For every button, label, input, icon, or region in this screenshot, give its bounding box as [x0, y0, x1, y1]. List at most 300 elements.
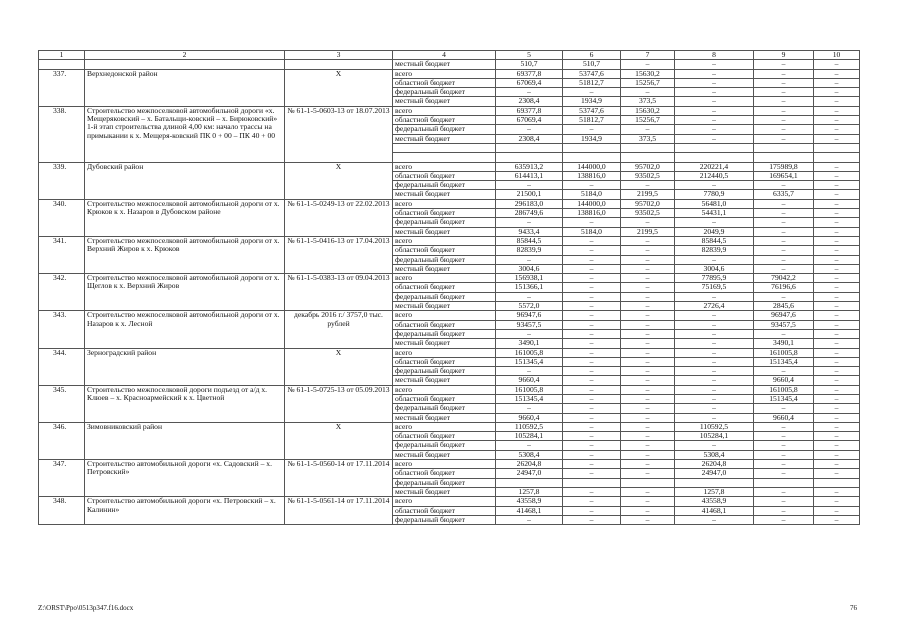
amount-cell: –: [496, 181, 563, 190]
item-document: декабрь 2016 г./ 3757,0 тыс. рублей: [285, 311, 393, 348]
amount-cell: 1934,9: [563, 97, 621, 106]
amount-cell: –: [814, 190, 860, 199]
item-number: 346.: [39, 422, 85, 459]
amount-cell: –: [754, 246, 814, 255]
amount-cell: –: [814, 106, 860, 115]
amount-cell: –: [814, 264, 860, 273]
amount-cell: [621, 478, 675, 487]
amount-cell: –: [621, 441, 675, 450]
item-document: Х: [285, 162, 393, 199]
amount-cell: 15630,2: [621, 69, 675, 78]
amount-cell: –: [754, 264, 814, 273]
amount-cell: 220221,4: [675, 162, 754, 171]
amount-cell: –: [563, 460, 621, 469]
amount-cell: 161005,8: [754, 385, 814, 394]
amount-cell: [675, 143, 754, 152]
column-number-row: [39, 51, 860, 60]
funding-source: федеральный бюджет: [393, 515, 496, 524]
table-row: [39, 497, 860, 506]
amount-cell: –: [814, 60, 860, 69]
column-header: 9: [754, 51, 814, 60]
amount-cell: –: [621, 181, 675, 190]
amount-cell: –: [621, 88, 675, 97]
amount-cell: 510,7: [496, 60, 563, 69]
amount-cell: –: [675, 404, 754, 413]
table-row: [39, 60, 860, 69]
amount-cell: 53747,6: [563, 106, 621, 115]
amount-cell: –: [754, 432, 814, 441]
funding-source: [393, 143, 496, 152]
amount-cell: –: [621, 487, 675, 496]
funding-source: областной бюджет: [393, 394, 496, 403]
amount-cell: 41468,1: [675, 506, 754, 515]
amount-cell: 138816,0: [563, 209, 621, 218]
column-header: 3: [285, 51, 393, 60]
amount-cell: 79042,2: [754, 274, 814, 283]
amount-cell: 9660,4: [754, 376, 814, 385]
amount-cell: –: [621, 246, 675, 255]
amount-cell: –: [754, 69, 814, 78]
amount-cell: –: [621, 311, 675, 320]
amount-cell: –: [621, 348, 675, 357]
funding-source: всего: [393, 236, 496, 245]
amount-cell: 7780,9: [675, 190, 754, 199]
amount-cell: –: [814, 348, 860, 357]
item-number: 348.: [39, 497, 85, 525]
amount-cell: –: [621, 60, 675, 69]
column-header: 6: [563, 51, 621, 60]
amount-cell: –: [754, 515, 814, 524]
amount-cell: 15256,7: [621, 78, 675, 87]
amount-cell: [621, 143, 675, 152]
amount-cell: –: [754, 97, 814, 106]
amount-cell: –: [754, 506, 814, 515]
amount-cell: –: [675, 348, 754, 357]
budget-table: [38, 50, 860, 525]
amount-cell: [563, 143, 621, 152]
amount-cell: [675, 478, 754, 487]
amount-cell: 15256,7: [621, 116, 675, 125]
amount-cell: –: [675, 515, 754, 524]
amount-cell: 41468,1: [496, 506, 563, 515]
amount-cell: –: [675, 88, 754, 97]
amount-cell: –: [563, 311, 621, 320]
amount-cell: 56481,0: [675, 199, 754, 208]
amount-cell: 51812,7: [563, 116, 621, 125]
amount-cell: –: [754, 404, 814, 413]
amount-cell: –: [675, 78, 754, 87]
funding-source: местный бюджет: [393, 134, 496, 143]
amount-cell: –: [754, 116, 814, 125]
amount-cell: 161005,8: [496, 348, 563, 357]
funding-source: областной бюджет: [393, 171, 496, 180]
amount-cell: –: [675, 320, 754, 329]
amount-cell: –: [563, 385, 621, 394]
amount-cell: –: [621, 394, 675, 403]
amount-cell: –: [563, 264, 621, 273]
amount-cell: –: [754, 88, 814, 97]
amount-cell: –: [563, 181, 621, 190]
amount-cell: –: [621, 339, 675, 348]
amount-cell: –: [675, 413, 754, 422]
item-number: 340.: [39, 199, 85, 236]
item-name: Строительство межпоселковой автомобильной дороги от х. Назаров к х. Лесной: [85, 311, 285, 348]
funding-source: всего: [393, 422, 496, 431]
table-row: [39, 69, 860, 78]
funding-source: федеральный бюджет: [393, 478, 496, 487]
funding-source: местный бюджет: [393, 413, 496, 422]
amount-cell: –: [563, 236, 621, 245]
funding-source: областной бюджет: [393, 246, 496, 255]
funding-source: местный бюджет: [393, 190, 496, 199]
amount-cell: 24947,0: [675, 469, 754, 478]
amount-cell: 67069,4: [496, 116, 563, 125]
amount-cell: 510,7: [563, 60, 621, 69]
amount-cell: –: [814, 413, 860, 422]
amount-cell: –: [754, 125, 814, 134]
amount-cell: –: [563, 515, 621, 524]
amount-cell: 85844,5: [675, 236, 754, 245]
amount-cell: 144000,0: [563, 199, 621, 208]
funding-source: федеральный бюджет: [393, 441, 496, 450]
amount-cell: –: [621, 376, 675, 385]
item-name: Строительство автомобильной дороги «х. Петровский – х. Калинин»: [85, 497, 285, 525]
amount-cell: –: [621, 274, 675, 283]
amount-cell: –: [814, 292, 860, 301]
amount-cell: –: [814, 376, 860, 385]
amount-cell: –: [814, 199, 860, 208]
amount-cell: 43558,9: [496, 497, 563, 506]
funding-source: всего: [393, 311, 496, 320]
amount-cell: –: [621, 385, 675, 394]
amount-cell: –: [675, 134, 754, 143]
column-header: 7: [621, 51, 675, 60]
amount-cell: 96947,6: [754, 311, 814, 320]
amount-cell: –: [814, 162, 860, 171]
amount-cell: –: [621, 469, 675, 478]
column-header: 10: [814, 51, 860, 60]
amount-cell: 82839,9: [496, 246, 563, 255]
amount-cell: 93502,5: [621, 171, 675, 180]
amount-cell: 2845,6: [754, 302, 814, 311]
item-document: Х: [285, 69, 393, 106]
funding-source: федеральный бюджет: [393, 404, 496, 413]
amount-cell: 9433,4: [496, 227, 563, 236]
amount-cell: –: [754, 367, 814, 376]
amount-cell: –: [814, 441, 860, 450]
funding-source: федеральный бюджет: [393, 88, 496, 97]
amount-cell: –: [754, 329, 814, 338]
amount-cell: –: [814, 88, 860, 97]
amount-cell: –: [563, 497, 621, 506]
amount-cell: 9660,4: [496, 376, 563, 385]
amount-cell: –: [621, 283, 675, 292]
amount-cell: 93457,5: [754, 320, 814, 329]
amount-cell: [814, 143, 860, 152]
amount-cell: 15630,2: [621, 106, 675, 115]
funding-source: всего: [393, 106, 496, 115]
table-row: [39, 385, 860, 394]
amount-cell: 5308,4: [496, 450, 563, 459]
item-name: Строительство межпоселковой автомобильной дороги от х. Щеглов к х. Верхний Жиров: [85, 274, 285, 311]
column-header: 1: [39, 51, 85, 60]
funding-source: областной бюджет: [393, 357, 496, 366]
amount-cell: –: [814, 78, 860, 87]
funding-source: всего: [393, 497, 496, 506]
item-name: Дубовский район: [85, 162, 285, 199]
amount-cell: –: [621, 218, 675, 227]
amount-cell: –: [563, 302, 621, 311]
amount-cell: –: [675, 60, 754, 69]
amount-cell: –: [814, 339, 860, 348]
amount-cell: –: [621, 292, 675, 301]
amount-cell: –: [675, 394, 754, 403]
amount-cell: –: [754, 422, 814, 431]
amount-cell: –: [621, 460, 675, 469]
amount-cell: –: [814, 432, 860, 441]
amount-cell: –: [814, 460, 860, 469]
amount-cell: –: [563, 292, 621, 301]
amount-cell: –: [675, 329, 754, 338]
amount-cell: 3490,1: [496, 339, 563, 348]
item-number: 339.: [39, 162, 85, 199]
table-row: [39, 460, 860, 469]
amount-cell: –: [563, 376, 621, 385]
amount-cell: –: [621, 497, 675, 506]
amount-cell: –: [563, 255, 621, 264]
amount-cell: –: [496, 404, 563, 413]
item-document: № 61-1-5-0725-13 от 05.09.2013: [285, 385, 393, 422]
amount-cell: 212440,5: [675, 171, 754, 180]
page-number: 76: [850, 604, 857, 612]
amount-cell: 1257,8: [496, 487, 563, 496]
amount-cell: –: [814, 236, 860, 245]
amount-cell: –: [814, 422, 860, 431]
amount-cell: –: [621, 506, 675, 515]
amount-cell: –: [675, 357, 754, 366]
amount-cell: –: [754, 227, 814, 236]
amount-cell: –: [814, 218, 860, 227]
amount-cell: –: [675, 69, 754, 78]
amount-cell: –: [814, 469, 860, 478]
amount-cell: –: [563, 320, 621, 329]
amount-cell: 151366,1: [496, 283, 563, 292]
amount-cell: 5184,0: [563, 227, 621, 236]
amount-cell: –: [496, 441, 563, 450]
table-row: [39, 311, 860, 320]
amount-cell: –: [621, 422, 675, 431]
funding-source: областной бюджет: [393, 320, 496, 329]
amount-cell: –: [754, 78, 814, 87]
amount-cell: –: [754, 497, 814, 506]
amount-cell: 54431,1: [675, 209, 754, 218]
amount-cell: 110592,5: [496, 422, 563, 431]
amount-cell: –: [621, 320, 675, 329]
amount-cell: –: [563, 283, 621, 292]
funding-source: всего: [393, 385, 496, 394]
funding-source: местный бюджет: [393, 487, 496, 496]
amount-cell: 1257,8: [675, 487, 754, 496]
amount-cell: 43558,9: [675, 497, 754, 506]
funding-source: местный бюджет: [393, 60, 496, 69]
amount-cell: 169654,1: [754, 171, 814, 180]
funding-source: всего: [393, 348, 496, 357]
amount-cell: –: [563, 413, 621, 422]
amount-cell: 286749,6: [496, 209, 563, 218]
funding-source: федеральный бюджет: [393, 255, 496, 264]
item-number: [39, 60, 85, 69]
funding-source: областной бюджет: [393, 469, 496, 478]
amount-cell: –: [563, 218, 621, 227]
item-document: № 61-1-5-0561-14 от 17.11.2014: [285, 497, 393, 525]
amount-cell: –: [496, 218, 563, 227]
table-body: [39, 60, 860, 525]
amount-cell: –: [675, 218, 754, 227]
amount-cell: –: [496, 125, 563, 134]
amount-cell: 175989,8: [754, 162, 814, 171]
funding-source: местный бюджет: [393, 302, 496, 311]
funding-source: всего: [393, 274, 496, 283]
amount-cell: –: [563, 246, 621, 255]
item-document: № 61-1-5-0249-13 от 22.02.2013: [285, 199, 393, 236]
amount-cell: 144000,0: [563, 162, 621, 171]
amount-cell: –: [814, 246, 860, 255]
amount-cell: [563, 478, 621, 487]
amount-cell: –: [563, 125, 621, 134]
amount-cell: –: [814, 404, 860, 413]
amount-cell: 93502,5: [621, 209, 675, 218]
amount-cell: –: [563, 432, 621, 441]
amount-cell: 67069,4: [496, 78, 563, 87]
amount-cell: [754, 153, 814, 162]
funding-source: местный бюджет: [393, 97, 496, 106]
column-header: 2: [85, 51, 285, 60]
item-number: 341.: [39, 236, 85, 273]
amount-cell: [621, 153, 675, 162]
table-row: [39, 274, 860, 283]
amount-cell: 373,5: [621, 97, 675, 106]
funding-source: местный бюджет: [393, 376, 496, 385]
table-row: [39, 106, 860, 115]
amount-cell: [814, 153, 860, 162]
amount-cell: –: [496, 515, 563, 524]
amount-cell: 93457,5: [496, 320, 563, 329]
amount-cell: –: [675, 97, 754, 106]
document-path: Z:\ORST\Ppo\0513p347.f16.docx: [38, 604, 134, 612]
amount-cell: –: [754, 181, 814, 190]
amount-cell: –: [496, 255, 563, 264]
item-document: [285, 60, 393, 69]
amount-cell: –: [563, 450, 621, 459]
amount-cell: 21500,1: [496, 190, 563, 199]
amount-cell: –: [814, 171, 860, 180]
amount-cell: –: [621, 404, 675, 413]
amount-cell: –: [814, 125, 860, 134]
amount-cell: –: [675, 339, 754, 348]
amount-cell: –: [814, 311, 860, 320]
amount-cell: –: [754, 460, 814, 469]
amount-cell: –: [563, 441, 621, 450]
amount-cell: –: [754, 487, 814, 496]
amount-cell: 2308,4: [496, 134, 563, 143]
funding-source: местный бюджет: [393, 339, 496, 348]
amount-cell: –: [563, 506, 621, 515]
amount-cell: 151345,4: [496, 357, 563, 366]
amount-cell: [754, 143, 814, 152]
funding-source: областной бюджет: [393, 506, 496, 515]
amount-cell: [675, 153, 754, 162]
amount-cell: 2199,5: [621, 227, 675, 236]
amount-cell: 3490,1: [754, 339, 814, 348]
funding-source: областной бюджет: [393, 432, 496, 441]
amount-cell: –: [814, 450, 860, 459]
funding-source: [393, 153, 496, 162]
amount-cell: [814, 478, 860, 487]
amount-cell: –: [621, 432, 675, 441]
table-row: [39, 236, 860, 245]
amount-cell: –: [814, 320, 860, 329]
funding-source: федеральный бюджет: [393, 125, 496, 134]
item-number: 343.: [39, 311, 85, 348]
funding-source: федеральный бюджет: [393, 292, 496, 301]
amount-cell: –: [814, 69, 860, 78]
item-name: Строительство межпоселковой дороги подъезд от а/д х. Клюев – х. Красноармейский к х. Цветной: [85, 385, 285, 422]
amount-cell: –: [675, 385, 754, 394]
amount-cell: 2308,4: [496, 97, 563, 106]
amount-cell: 2726,4: [675, 302, 754, 311]
amount-cell: –: [814, 367, 860, 376]
item-name: Строительство межпоселковой автомобильной дороги «х. Мещеряковский – х. Батальщи-ковский – х. Бирюковский» 1-й этап строительства длиной 4,00 км: начало трассы на примыкании к х. Мещеря-ковский ПК 0 + 00 – ПК 40 + 00: [85, 106, 285, 162]
amount-cell: 6335,7: [754, 190, 814, 199]
amount-cell: –: [814, 515, 860, 524]
amount-cell: –: [675, 376, 754, 385]
amount-cell: –: [563, 394, 621, 403]
item-document: № 61-1-5-0383-13 от 09.04.2013: [285, 274, 393, 311]
amount-cell: –: [675, 125, 754, 134]
amount-cell: –: [563, 487, 621, 496]
item-document: № 61-1-5-0560-14 от 17.11.2014: [285, 460, 393, 497]
amount-cell: –: [621, 329, 675, 338]
amount-cell: –: [814, 116, 860, 125]
amount-cell: –: [814, 209, 860, 218]
amount-cell: –: [814, 274, 860, 283]
amount-cell: 161005,8: [754, 348, 814, 357]
funding-source: всего: [393, 162, 496, 171]
amount-cell: –: [496, 329, 563, 338]
amount-cell: –: [814, 506, 860, 515]
item-name: Зерноградский район: [85, 348, 285, 385]
amount-cell: 9660,4: [754, 413, 814, 422]
funding-source: местный бюджет: [393, 264, 496, 273]
amount-cell: –: [675, 181, 754, 190]
amount-cell: –: [814, 181, 860, 190]
amount-cell: 296183,0: [496, 199, 563, 208]
item-document: № 61-1-5-0603-13 от 18.07.2013: [285, 106, 393, 162]
amount-cell: 26204,8: [675, 460, 754, 469]
amount-cell: 95702,0: [621, 199, 675, 208]
amount-cell: [754, 478, 814, 487]
item-number: 342.: [39, 274, 85, 311]
amount-cell: 2049,9: [675, 227, 754, 236]
amount-cell: –: [496, 88, 563, 97]
amount-cell: –: [563, 348, 621, 357]
funding-source: областной бюджет: [393, 116, 496, 125]
amount-cell: –: [754, 450, 814, 459]
amount-cell: –: [563, 367, 621, 376]
amount-cell: –: [621, 255, 675, 264]
amount-cell: 5184,0: [563, 190, 621, 199]
amount-cell: 69377,8: [496, 106, 563, 115]
